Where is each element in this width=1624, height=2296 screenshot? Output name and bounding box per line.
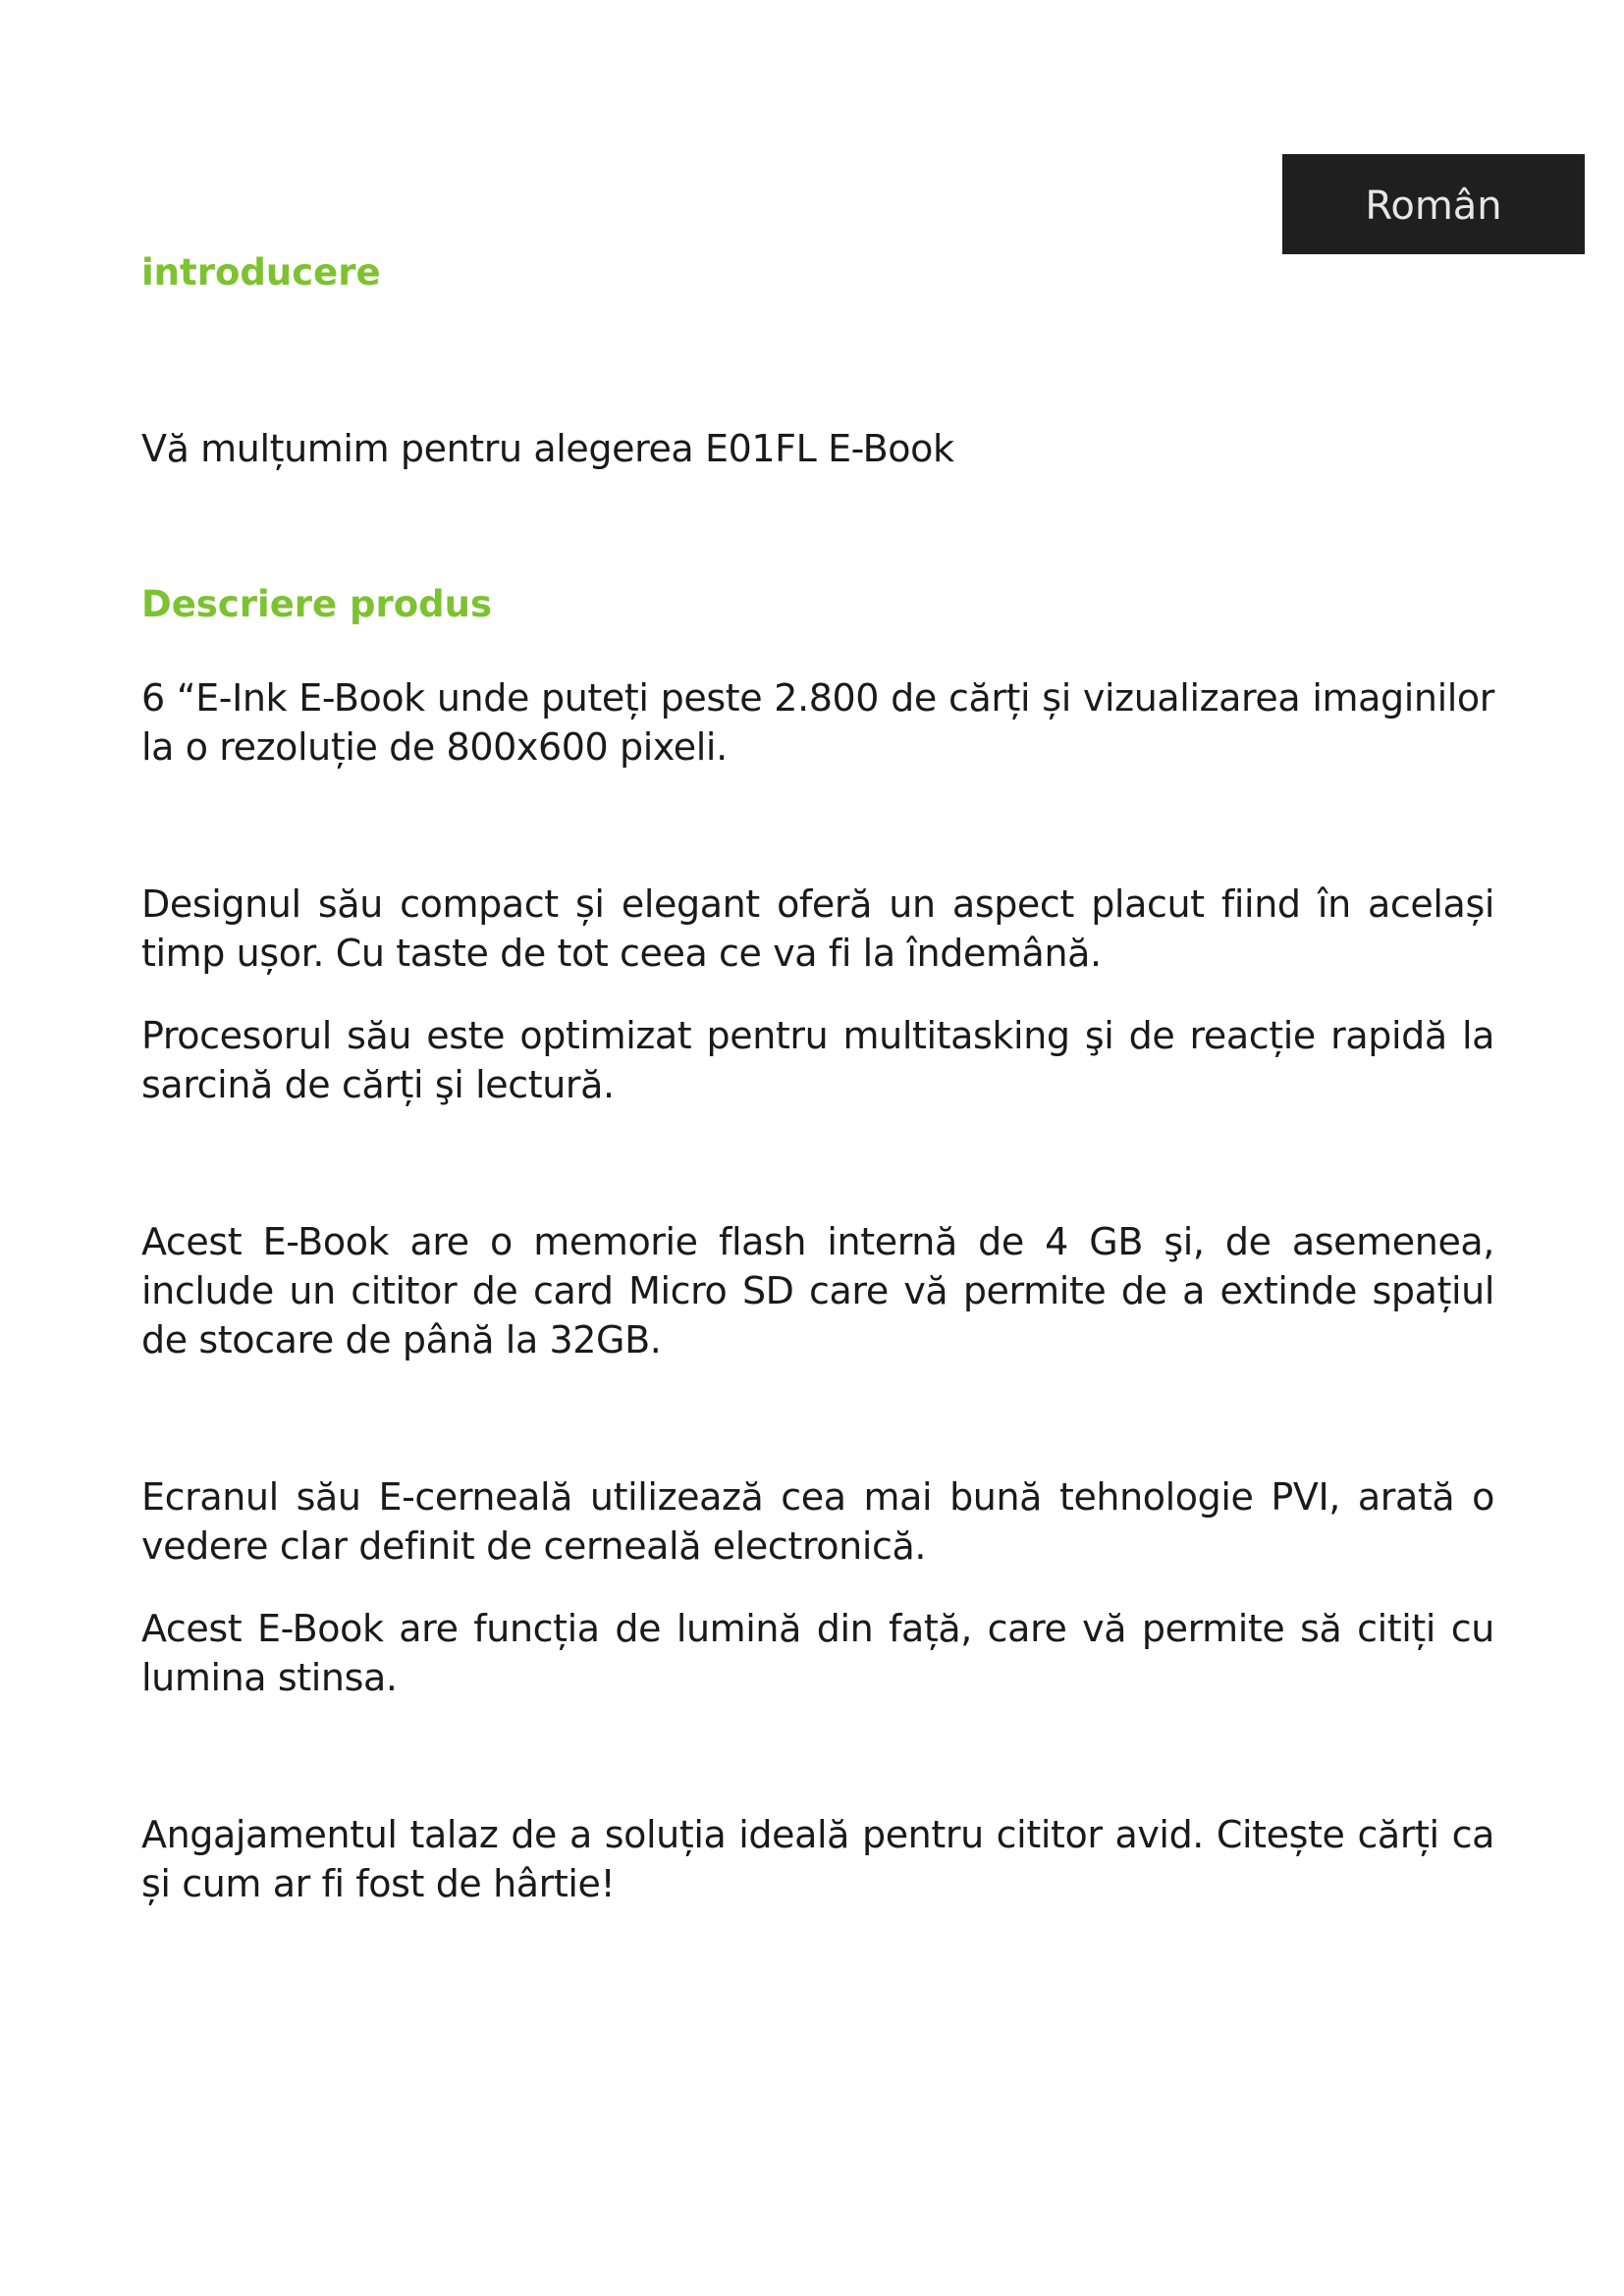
description-paragraph-1: 6 “E-Ink E-Book unde puteți peste 2.800 de cărți și vizualizarea imaginilor la o rezoluție de 800x600 pixeli. [141, 676, 1494, 769]
description-paragraph-2: Designul său compact și elegant oferă un aspect placut fiind în același timp ușor. Cu taste de tot ceea ce va fi la îndemână. [141, 882, 1494, 975]
language-tab: Român [1282, 154, 1585, 254]
intro-heading: introducere [141, 251, 381, 294]
description-paragraph-5: Ecranul său E-cerneală utilizează cea mai bună tehnologie PVI, arată o vedere clar definit de cerneală electronică. [141, 1475, 1494, 1568]
description-paragraph-3: Procesorul său este optimizat pentru multitasking şi de reacție rapidă la sarcină de cărți şi lectură. [141, 1014, 1494, 1106]
description-paragraph-6: Acest E-Book are funcția de lumină din față, care vă permite să citiți cu lumina stinsa. [141, 1607, 1494, 1699]
description-heading: Descriere produs [141, 583, 493, 625]
description-paragraph-7: Angajamentul talaz de a soluția ideală pentru cititor avid. Citește cărți ca și cum ar fi fost de hârtie! [141, 1813, 1494, 1905]
description-paragraph-4: Acest E-Book are o memorie flash internă de 4 GB şi, de asemenea, include un cititor de card Micro SD care vă permite de a extinde spațiul de stocare de până la 32GB. [141, 1220, 1494, 1362]
intro-text: Vă mulțumim pentru alegerea E01FL E-Book [141, 427, 954, 470]
